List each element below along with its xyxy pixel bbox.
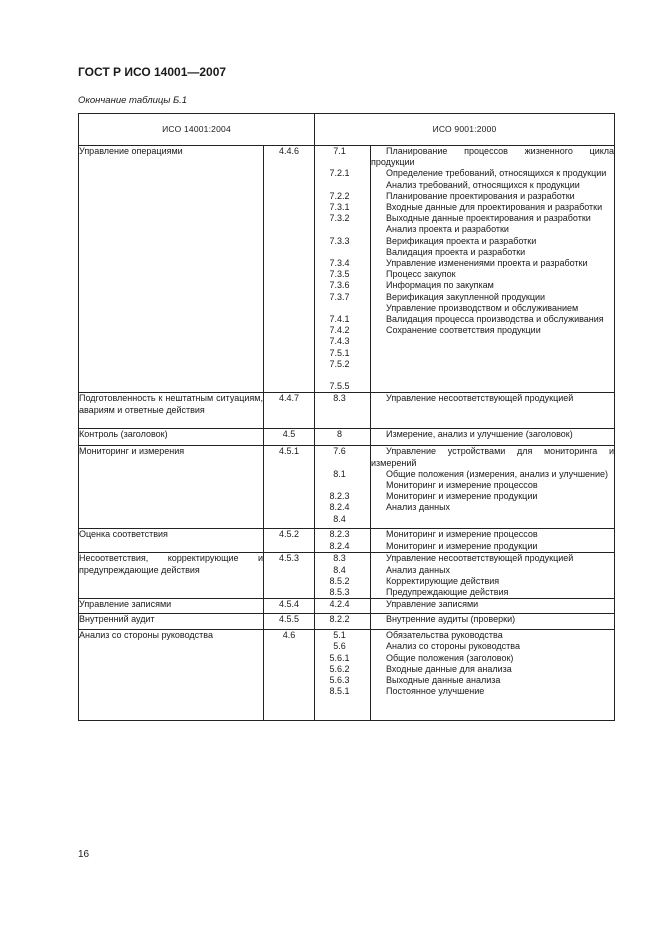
iso14001-requirement: Внутренний аудит	[79, 614, 264, 630]
iso9001-clause: 8.5.2	[329, 575, 350, 586]
iso9001-requirement: Анализ проекта и разработки	[386, 224, 509, 235]
iso9001-requirement: Мониторинг и измерение продукции	[386, 491, 538, 502]
table-row	[79, 429, 615, 446]
table-row	[79, 393, 615, 429]
iso9001-requirement: Общие положения (измерения, анализ и улучшение)	[386, 468, 609, 479]
iso9001-requirement: Анализ данных	[386, 564, 451, 575]
iso14001-requirement: Анализ со стороны руководства	[79, 630, 264, 721]
iso9001-requirement: Общие положения (заголовок)	[386, 652, 514, 663]
iso9001-requirement: Определение требований, относящихся к продукции	[386, 168, 607, 179]
table-row	[79, 446, 615, 529]
iso9001-clause: 8.2.3	[329, 529, 350, 540]
iso9001-clause: 7.3.3	[329, 235, 350, 246]
iso9001-requirement: Выходные данные анализа	[386, 675, 501, 685]
iso9001-requirement: Входные данные для анализа	[386, 663, 512, 674]
correspondence-table	[78, 113, 615, 721]
iso9001-requirement: Анализ требований, относящихся к продукции	[386, 179, 580, 190]
iso9001-clause: 7.4.2	[329, 325, 350, 336]
iso9001-requirement: Внутренние аудиты (проверки)	[386, 614, 516, 625]
iso9001-requirement: Верификация проекта и разработки	[386, 235, 537, 246]
iso9001-requirement: Процесс закупок	[386, 269, 456, 280]
iso9001-requirement: Планирование процессов жизненного цикла продукции	[371, 146, 615, 168]
iso9001-requirement: Выходные данные проектирования и разработки	[386, 213, 591, 224]
table-caption: Окончание таблицы Б.1	[78, 95, 188, 106]
iso14001-clause: 4.5.3	[264, 553, 315, 599]
iso9001-requirement: Управление несоответствующей продукцией	[386, 553, 574, 564]
iso14001-clause: 4.6	[264, 630, 315, 721]
iso14001-requirement: Контроль (заголовок)	[79, 429, 264, 446]
iso9001-clause: 8.3	[333, 393, 346, 404]
iso9001-clause: 8.5.1	[329, 686, 350, 697]
header-iso14001: ИСО 14001:2004	[79, 114, 315, 146]
iso9001-clause: 8.4	[333, 513, 346, 524]
iso14001-clause: 4.4.6	[264, 146, 315, 393]
iso9001-requirement: Управление устройствами для мониторинга и измерений	[371, 446, 615, 468]
iso9001-requirement: Информация по закупкам	[386, 280, 494, 291]
document-header: ГОСТ Р ИСО 14001—2007	[78, 65, 227, 79]
iso9001-clause: 8.2.4	[329, 540, 350, 551]
iso9001-requirement: Постоянное улучшение	[386, 686, 485, 697]
iso9001-clause: 5.1	[333, 630, 346, 641]
iso9001-clause: 8.2.3	[329, 491, 350, 502]
iso9001-requirement: Управление производством и обслуживанием	[386, 302, 579, 313]
iso9001-clause: 7.5.1	[329, 347, 350, 358]
iso9001-requirement-list	[371, 529, 615, 553]
iso14001-requirement: Подготовленность к нештатным ситуациям, авариям и ответные действия	[79, 393, 264, 429]
iso9001-clause: 7.4.3	[329, 336, 350, 347]
iso9001-clause-list	[315, 446, 371, 529]
table-row	[79, 553, 615, 599]
iso9001-clause: 7.3.1	[329, 201, 350, 212]
iso14001-requirement: Оценка соответствия	[79, 529, 264, 553]
iso14001-requirement: Управление операциями	[79, 146, 264, 393]
iso14001-requirement: Несоответствия, корректирующие и предупреждающие действия	[79, 553, 264, 599]
iso9001-clause: 4.2.4	[329, 599, 350, 610]
iso9001-requirement: Мониторинг и измерение продукции	[386, 540, 538, 551]
iso9001-requirement-list	[371, 429, 615, 446]
iso9001-clause: 8.1	[333, 468, 346, 479]
iso9001-requirement: Валидация процесса производства и обслуживания	[386, 314, 604, 325]
iso9001-requirement: Обязательства руководства	[386, 630, 503, 641]
iso14001-clause: 4.5.4	[264, 599, 315, 614]
iso9001-requirement: Управление несоответствующей продукцией	[386, 393, 574, 404]
iso9001-requirement: Управление записями	[386, 599, 479, 610]
iso9001-requirement: Анализ со стороны руководства	[386, 641, 520, 652]
iso9001-clause-list	[315, 553, 371, 599]
iso9001-requirement-list	[371, 146, 615, 393]
iso9001-clause: 7.2.2	[329, 190, 350, 201]
iso9001-requirement: Мониторинг и измерение процессов	[386, 479, 538, 490]
iso9001-clause: 5.6.1	[329, 652, 350, 663]
iso9001-clause: 7.1	[333, 146, 346, 156]
iso14001-requirement: Управление записями	[79, 599, 264, 614]
iso9001-requirement-list	[371, 630, 615, 721]
iso9001-requirement-list	[371, 614, 615, 630]
iso9001-clause: 8.2.2	[329, 614, 350, 625]
iso9001-clause-list	[315, 529, 371, 553]
iso9001-clause: 5.6.3	[329, 675, 350, 685]
iso9001-requirement: Сохранение соответствия продукции	[386, 325, 541, 336]
iso9001-clause: 7.3.5	[329, 269, 350, 280]
iso9001-requirement: Мониторинг и измерение процессов	[386, 529, 538, 540]
iso9001-clause: 8.4	[333, 564, 346, 575]
page-number: 16	[78, 849, 90, 860]
iso9001-clause: 7.5.5	[329, 381, 350, 392]
table-row	[79, 630, 615, 721]
iso14001-clause: 4.5	[264, 429, 315, 446]
iso14001-clause: 4.5.5	[264, 614, 315, 630]
iso9001-clause: 7.3.2	[329, 213, 350, 224]
table-header-row	[79, 114, 615, 146]
table-row	[79, 146, 615, 393]
iso9001-clause-list	[315, 429, 371, 446]
iso9001-clause: 7.3.4	[329, 257, 350, 268]
iso9001-clause: 8.2.4	[329, 502, 350, 513]
iso9001-requirement-list	[371, 446, 615, 529]
iso9001-clause-list	[315, 614, 371, 630]
iso9001-clause-list	[315, 393, 371, 429]
iso9001-clause-list	[315, 146, 371, 393]
iso9001-requirement: Валидация проекта и разработки	[386, 246, 526, 257]
iso9001-clause: 5.6.2	[329, 663, 350, 674]
iso9001-requirement: Верификация закупленной продукции	[386, 291, 546, 302]
iso9001-requirement: Входные данные для проектирования и разработки	[386, 202, 603, 213]
iso9001-requirement: Анализ данных	[386, 502, 451, 513]
iso9001-clause: 8	[336, 429, 342, 440]
iso9001-clause: 8.5.3	[329, 586, 350, 597]
iso14001-requirement: Мониторинг и измерения	[79, 446, 264, 529]
iso9001-requirement: Измерение, анализ и улучшение (заголовок)	[386, 429, 573, 440]
iso9001-clause-list	[315, 630, 371, 721]
table-row	[79, 599, 615, 614]
iso9001-clause: 7.3.6	[329, 280, 350, 291]
iso9001-requirement: Корректирующие действия	[386, 575, 500, 586]
iso9001-requirement: Управление изменениями проекта и разработки	[386, 258, 588, 269]
iso9001-clause: 7.4.1	[329, 313, 350, 324]
header-iso9001: ИСО 9001:2000	[315, 114, 615, 146]
iso9001-clause: 5.6	[333, 641, 346, 652]
iso9001-requirement: Предупреждающие действия	[386, 586, 509, 597]
iso14001-clause: 4.5.2	[264, 529, 315, 553]
iso9001-clause: 7.2.1	[329, 168, 350, 179]
table-row	[79, 529, 615, 553]
iso9001-requirement-list	[371, 599, 615, 614]
iso9001-requirement: Планирование проектирования и разработки	[386, 190, 575, 201]
iso9001-clause-list	[315, 599, 371, 614]
table-row	[79, 614, 615, 630]
iso9001-requirement-list	[371, 393, 615, 429]
iso9001-clause: 8.3	[333, 553, 346, 564]
iso9001-clause: 7.5.2	[329, 358, 350, 369]
iso9001-clause: 7.3.7	[329, 291, 350, 302]
iso9001-clause: 7.6	[333, 446, 346, 457]
iso9001-requirement-list	[371, 553, 615, 599]
iso14001-clause: 4.5.1	[264, 446, 315, 529]
iso14001-clause: 4.4.7	[264, 393, 315, 429]
